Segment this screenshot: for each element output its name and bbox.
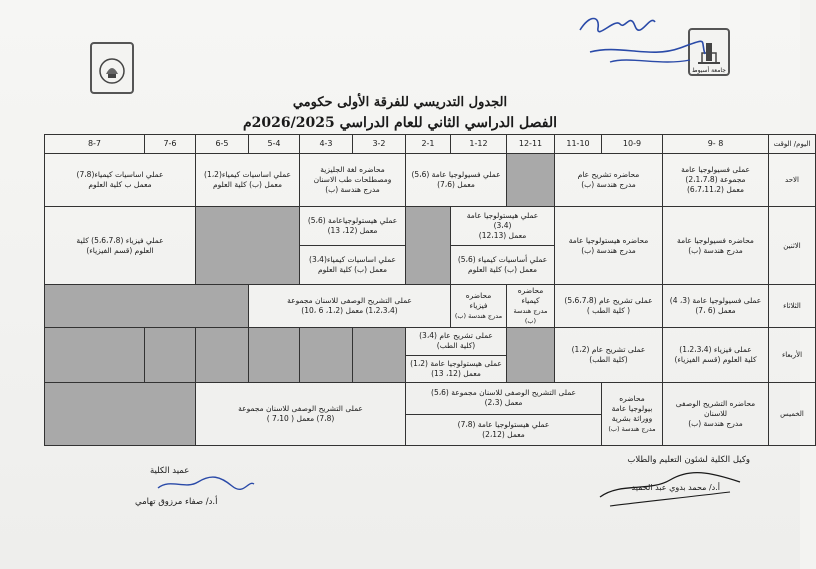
cell-line: كلية العلوم (قسم الفيزياء) — [674, 355, 757, 364]
time-slot-header: 12-11 — [507, 135, 555, 154]
cell-line: معمل (12، 13) — [327, 226, 378, 235]
vice-dean-title: وكيل الكلية لشئون التعليم والطلاب — [627, 455, 750, 465]
cell-line: محاضره هيستولوجيا عامة — [568, 235, 649, 245]
cell-line: مدرج هندسة (ب) — [581, 180, 636, 189]
cell-line: مدرج هندسة (ب) — [513, 307, 548, 325]
day-row-tuesday — [45, 285, 816, 328]
cell-line: مدرج هندسة (ب) — [608, 425, 656, 433]
vice-dean-name: أ.د/ محمد بدوي عبد الحميد — [631, 483, 720, 492]
cell-line: مدرج هندسة (ب) — [688, 245, 743, 255]
day-row-sunday — [45, 154, 816, 207]
schedule-cell — [507, 285, 555, 328]
schedule-subcell — [406, 355, 506, 383]
cell-line: معمل (ب) كلية العلوم — [467, 265, 538, 274]
cell-line: معمل ب كلية العلوم — [88, 180, 152, 189]
cell-line: محاضره لغة الجليزية — [320, 165, 385, 174]
day-label: الخميس — [769, 383, 816, 446]
cell-line: عملي هيستولوجياعامة (5،6) — [307, 216, 398, 225]
schedule-cell — [663, 328, 769, 383]
schedule-cell — [196, 154, 300, 207]
cell-line: محاضره تشريح عام — [577, 170, 640, 179]
cell-line: مدرج هندسة (ب) — [688, 419, 743, 428]
cell-line: (1،2،3،4) معمل (1،2، 6 ،10) — [301, 306, 398, 315]
empty-cell — [507, 328, 555, 383]
approval-signature — [560, 4, 710, 79]
empty-cell — [45, 328, 145, 383]
cell-line: عملي فيزياء (5،6،7،8) كلية — [76, 235, 164, 245]
day-label: الثلاثاء — [769, 285, 816, 328]
cell-line: معمل (ب) كلية العلوم — [317, 265, 388, 274]
cell-line: معمل (2،3) — [484, 398, 523, 408]
time-slot-header: 5-4 — [249, 135, 300, 154]
cell-line: عملى تشريح عام (5،6،7،8) — [564, 296, 653, 305]
cell-line: عملي هيستولوجيا عامة — [466, 211, 539, 220]
day-row-monday — [45, 207, 816, 285]
schedule-cell — [602, 383, 663, 446]
schedule-cell — [406, 154, 507, 207]
schedule-subcell — [406, 383, 601, 414]
semester-subtitle: الفصل الدراسي الثاني للعام الدراسي 2026/2025م — [243, 115, 557, 131]
cell-line: ووراثة بشرية — [611, 414, 653, 423]
cell-line: ومصطلحات طب الاسنان — [313, 175, 392, 184]
cell-line: عملي فسيولوجيا عامة (5،6) — [411, 170, 501, 179]
cell-line: عملى هيستولوجيا عامة (1،2) — [410, 358, 502, 368]
cell-line: للاسنان — [703, 409, 728, 418]
cell-line: مجموعة (2،1،7،8) — [685, 175, 746, 184]
day-row-wednesday — [45, 328, 816, 383]
cell-line: (7،8) معمل ( 7،10 ) — [266, 414, 335, 423]
schedule-subcell — [451, 207, 554, 245]
time-slot-header: 6-5 — [196, 135, 249, 154]
cell-line: محاضره — [465, 291, 492, 300]
day-label: الاثنين — [769, 207, 816, 285]
cell-line: العلوم (قسم الفيزياء) — [86, 245, 154, 255]
schedule-cell — [249, 285, 451, 328]
cell-line: (كلية الطب) — [436, 341, 476, 351]
cell-line: محاضره التشريح الوصفى — [675, 399, 756, 408]
day-label: الاحد — [769, 154, 816, 207]
schedule-cell — [45, 154, 196, 207]
schedule-subcell — [451, 245, 554, 284]
cell-line: عملى فسيولوجيا عامة (3، 4) — [669, 296, 762, 305]
schedule-cell — [555, 207, 663, 285]
schedule-cell — [663, 285, 769, 328]
empty-cell — [196, 328, 249, 383]
cell-line: عملى التشريح الوصفى للاسنان مجموعة — [238, 404, 363, 413]
cell-line: عملي هيستولوجيا عامة (7،8) — [457, 419, 550, 429]
vice-dean-signature — [590, 462, 760, 512]
empty-cell — [406, 207, 451, 285]
cell-line: بيولوجيا عامة — [611, 404, 653, 413]
cell-line: محاضره فسيولوجيا عامة — [677, 235, 754, 245]
day-label: الأربعاء — [769, 328, 816, 383]
schedule-cell-split — [451, 207, 555, 285]
schedule-subcell — [300, 245, 405, 284]
schedule-subcell — [406, 414, 601, 446]
university-logo-caption: جامعة أسيوط — [692, 67, 726, 74]
time-slot-header: 8-7 — [45, 135, 145, 154]
cell-line: عملي أساسيات كيمياء (5،6) — [457, 255, 548, 264]
cell-line: عملى التشريح الوصفى للاسنان مجموعة (5،6) — [431, 388, 577, 398]
empty-cell — [196, 207, 300, 285]
schedule-cell — [451, 285, 507, 328]
dean-name: أ.د/ صفاء مرزوق تهامي — [135, 497, 218, 507]
cell-line: عملي اساسيات كيمياء(1،2) — [204, 170, 291, 179]
empty-cell — [45, 383, 196, 446]
cell-line: محاضره — [517, 286, 544, 295]
cell-line: عملى فيزياء (1،2،3،4) — [679, 345, 752, 354]
cell-line: عملي اساسيات كيمياء(3،4) — [309, 255, 396, 264]
time-slot-header: 10-9 — [602, 135, 663, 154]
empty-cell — [507, 154, 555, 207]
cell-line: (3،4) — [493, 221, 512, 230]
cell-line: (كلية الطب) — [589, 355, 628, 364]
cell-line: معمل (12،13) — [478, 231, 527, 240]
cell-line: معمل (6 ،7) — [695, 306, 736, 315]
cell-line: عملى فسيولوجيا عامة — [681, 165, 750, 174]
time-slot-header: 8 -9 — [663, 135, 769, 154]
cell-line: مدرج هندسة (ب) — [454, 312, 503, 320]
cell-line: عملى تشريح عام (3،4) — [419, 331, 493, 341]
time-slot-header: 7-6 — [145, 135, 196, 154]
empty-cell — [145, 328, 196, 383]
schedule-cell-split — [406, 328, 507, 383]
day-row-thursday — [45, 383, 816, 446]
schedule-table — [44, 134, 816, 446]
cell-line: مدرج هندسة (ب) — [325, 185, 380, 194]
cell-line: كيمياء — [521, 296, 540, 305]
schedule-cell — [555, 154, 663, 207]
dean-title: عميد الكلية — [150, 466, 190, 476]
time-slot-header: 4-3 — [300, 135, 353, 154]
time-slot-header: 3-2 — [353, 135, 406, 154]
schedule-cell — [196, 383, 406, 446]
dean-signature — [150, 472, 260, 496]
cell-line: عملى تشريح عام (1،2) — [571, 345, 646, 354]
time-slot-header: 2-1 — [406, 135, 451, 154]
cell-line: ( كلية الطب ) — [586, 306, 631, 315]
schedule-cell — [663, 154, 769, 207]
cell-line: معمل (12، 13) — [431, 368, 481, 378]
schedule-cell — [45, 207, 196, 285]
schedule-cell — [663, 207, 769, 285]
schedule-cell-split — [406, 383, 602, 446]
schedule-cell — [555, 328, 663, 383]
schedule-cell — [300, 154, 406, 207]
corner-header: اليوم/ الوقت — [769, 135, 816, 154]
schedule-cell — [555, 285, 663, 328]
cell-line: عملى التشريح الوصفى للاسنان مجموعة — [287, 296, 412, 305]
empty-cell — [353, 328, 406, 383]
faculty-logo — [90, 42, 134, 94]
cell-line: محاضره — [619, 394, 645, 403]
schedule-title: الجدول التدريسي للفرقة الأولى حكومي — [292, 95, 508, 110]
cell-line: فيزياء — [469, 301, 488, 310]
schedule-subcell — [406, 328, 506, 355]
time-slot-header: 11-10 — [555, 135, 602, 154]
schedule-subcell — [300, 207, 405, 245]
empty-cell — [249, 328, 300, 383]
header-row — [45, 135, 816, 154]
empty-cell — [45, 285, 249, 328]
cell-line: معمل (2،12) — [482, 429, 525, 439]
cell-line: عملي اساسيات كيمياء(7،8) — [76, 170, 164, 179]
schedule-cell-split — [300, 207, 406, 285]
cell-line: معمل (ب) كلية العلوم — [212, 180, 283, 189]
schedule-cell — [663, 383, 769, 446]
faculty-emblem-icon — [97, 56, 127, 86]
cell-line: معمل (7،6) — [437, 180, 475, 189]
cell-line: معمل (6،7،11،2) — [686, 185, 745, 194]
empty-cell — [300, 328, 353, 383]
cell-line: مدرج هندسة (ب) — [581, 245, 636, 255]
time-slot-header: 1-12 — [451, 135, 507, 154]
